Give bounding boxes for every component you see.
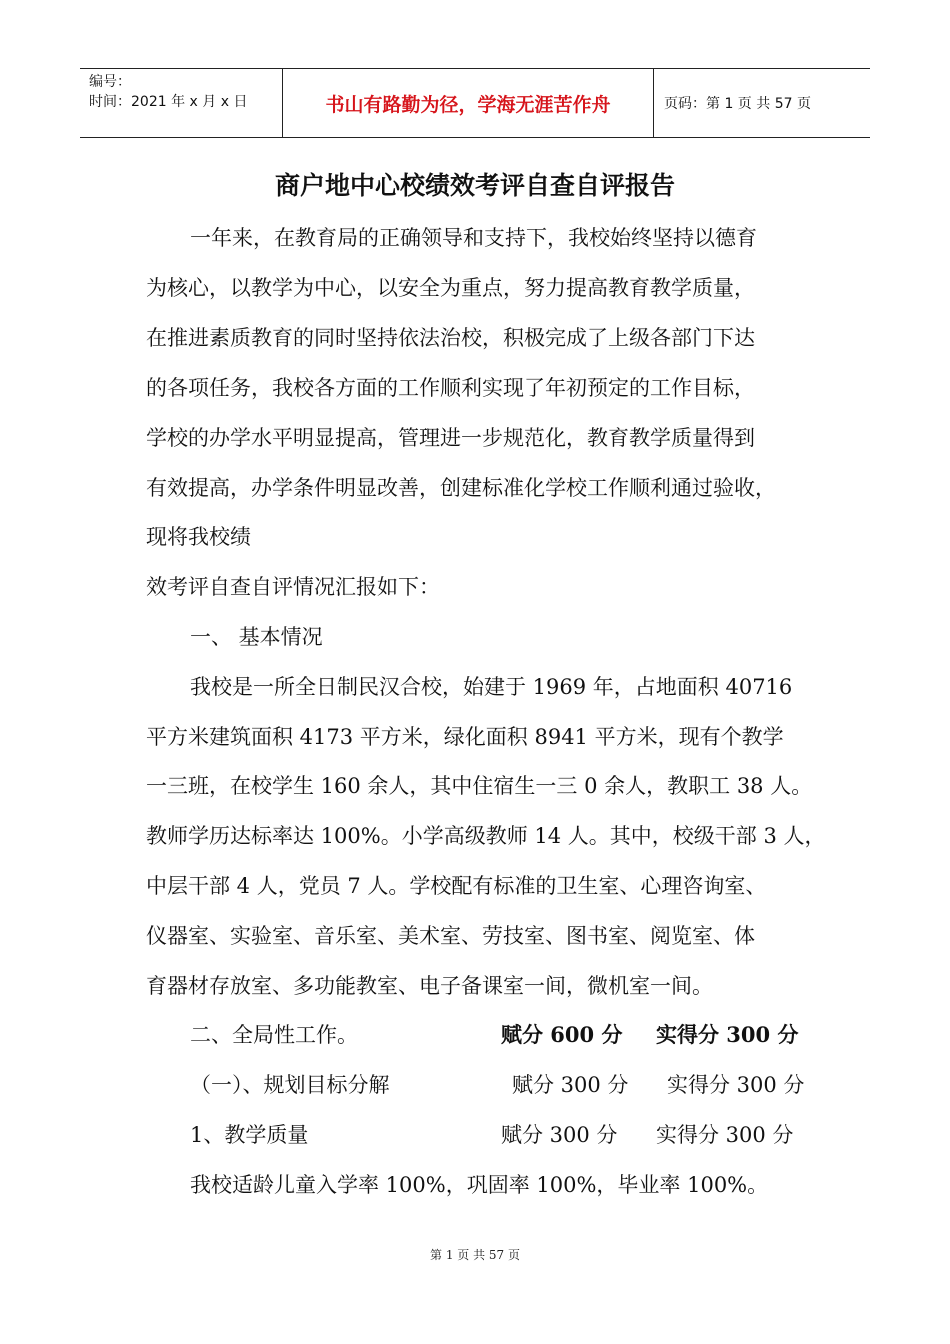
body-line: 我校是一所全日制民汉合校，始建于 1969 年，占地面积 40716 (190, 675, 793, 699)
body-line: 育器材存放室、多功能教室、电子备课室一间，微机室一间。 (146, 974, 713, 998)
header-motto: 书山有路勤为径，学海无涯苦作舟 (282, 69, 654, 137)
body-line: 一三班，在校学生 160 余人，其中住宿生一三 0 余人，教职工 38 人。 (146, 774, 813, 798)
score-label: 二、全局性工作。 (190, 1023, 358, 1047)
score-actual: 实得分 300 分 (667, 1073, 805, 1097)
body-line: 效考评自查自评情况汇报如下： (146, 575, 440, 599)
document-title: 商户地中心校绩效考评自查自评报告 (274, 171, 675, 200)
body-line: 的各项任务，我校各方面的工作顺利实现了年初预定的工作目标， (146, 376, 755, 400)
score-assigned: 赋分 600 分 (501, 1022, 623, 1047)
document-header (80, 68, 870, 138)
body-line: 我校适龄儿童入学率 100%，巩固率 100%，毕业率 100%。 (190, 1173, 769, 1197)
score-assigned: 赋分 300 分 (512, 1073, 629, 1097)
body-line: 学校的办学水平明显提高，管理进一步规范化，教育教学质量得到 (146, 426, 755, 450)
score-actual: 实得分 300 分 (656, 1022, 799, 1047)
body-line: 教师学历达标率达 100%。小学高级教师 14 人。其中，校级干部 3 人， (146, 824, 826, 848)
body-line: 在推进素质教育的同时坚持依法治校，积极完成了上级各部门下达 (146, 326, 755, 350)
score-assigned: 赋分 300 分 (501, 1123, 618, 1147)
header-page-info: 页码：第 1 页 共 57 页 (664, 96, 811, 112)
section-heading: 一、 基本情况 (190, 625, 323, 649)
body-line: 仪器室、实验室、音乐室、美术室、劳技室、图书室、阅览室、体 (146, 924, 755, 948)
header-meta (80, 69, 282, 137)
score-actual: 实得分 300 分 (656, 1123, 794, 1147)
number-label: 编号： (89, 74, 131, 90)
page-footer: 第 1 页 共 57 页 (430, 1248, 520, 1262)
body-line: 中层干部 4 人，党员 7 人。学校配有标准的卫生室、心理咨询室、 (146, 874, 767, 898)
score-label: 1、教学质量 (190, 1123, 309, 1147)
body-line: 一年来，在教育局的正确领导和支持下，我校始终坚持以德育 (190, 226, 757, 250)
body-line: 平方米建筑面积 4173 平方米，绿化面积 8941 平方米，现有个教学 (146, 725, 784, 749)
time-label: 时间：2021 年 x 月 x 日 (89, 94, 248, 110)
body-line: 为核心，以教学为中心，以安全为重点，努力提高教育教学质量， (146, 276, 755, 300)
score-label: （一）、规划目标分解 (190, 1073, 390, 1097)
body-line: 现将我校绩 (146, 525, 251, 549)
body-line: 有效提高，办学条件明显改善，创建标准化学校工作顺利通过验收， (146, 476, 776, 500)
